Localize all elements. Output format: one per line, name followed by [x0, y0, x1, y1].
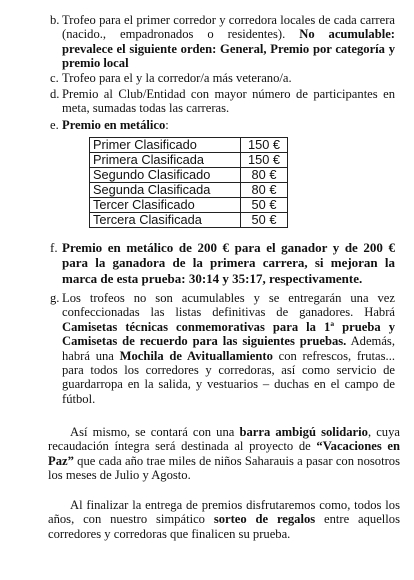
- item-b-text: Trofeo para el primer corredor y corredora locales de cada carrera (nacido., empadronados o residentes).: [62, 13, 395, 42]
- item-g-text-3: con refrescos, frutas... para todos los corredores y corredoras, así como servicio de guardarropa en la salida, y vestuarios – duchas en el campo de fútbol.: [62, 348, 395, 406]
- prize-row: [90, 168, 288, 183]
- item-d-text: Premio al Club/Entidad con mayor número de participantes en meta, sumadas todas las carreras.: [62, 87, 395, 116]
- item-label-f: f.: [50, 240, 58, 255]
- prize-name-cell: Tercera Clasificada: [90, 213, 241, 228]
- item-label-e: e.: [50, 118, 59, 132]
- item-g-bold-1: Camisetas técnicas conmemorativas para la 1ª prueba y Camisetas de recuerdo para las siguientes pruebas.: [62, 319, 395, 349]
- item-label-b: b.: [50, 13, 60, 27]
- p1-text-3: que cada año trae miles de niños Saharauis a pasar con nosotros los meses de Julio y Agosto.: [48, 453, 400, 483]
- prize-name-cell: Primer Clasificado: [90, 138, 241, 153]
- list-item-b: [50, 13, 395, 71]
- prize-amount-cell: 80 €: [241, 183, 288, 198]
- p2-text-2: entre aquellos corredores y corredoras que finalicen su prueba.: [48, 512, 401, 541]
- paragraph-sorteo: [48, 498, 400, 541]
- p1-text-2: , cuya recaudación íntegra será destinada al proyecto de: [48, 425, 400, 454]
- list-item-c: [50, 71, 395, 85]
- item-b-bold: No acumulable: prevalece el siguiente orden: General, Premio por categoría y premio local: [62, 27, 396, 71]
- paragraph-barra-solidario: [48, 425, 400, 483]
- item-e-bold: Premio en metálico: [62, 118, 166, 132]
- prize-name-cell: Segunda Clasificada: [90, 183, 241, 198]
- item-label-g: g.: [50, 291, 60, 305]
- p2-text-1: Al finalizar la entrega de premios disfrutaremos como, todos los años, con nuestro simpático: [48, 498, 400, 527]
- prize-name-cell: Tercer Clasificado: [90, 198, 241, 213]
- list-item-g: [50, 291, 395, 406]
- prize-row: [90, 153, 288, 168]
- item-g-text-1: Los trofeos no son acumulables y se entregarán una vez confeccionadas las listas definitivas de ganadores. Habrá: [62, 291, 395, 320]
- list-item-d: [50, 87, 395, 116]
- item-c-text: Trofeo para el y la corredor/a más veterano/a.: [62, 71, 292, 85]
- prize-amount-cell: 80 €: [241, 168, 288, 183]
- prize-row: [90, 183, 288, 198]
- list-item-e: [50, 118, 395, 132]
- item-e-colon: :: [165, 118, 169, 132]
- prize-amount-cell: 150 €: [241, 138, 288, 153]
- item-label-d: d.: [50, 87, 60, 101]
- prize-table: [89, 137, 288, 228]
- item-g-bold-2: Mochila de Avituallamiento: [119, 348, 273, 363]
- prize-amount-cell: 50 €: [241, 198, 288, 213]
- prize-row: [90, 138, 288, 153]
- item-f-bold: Premio en metálico de 200 € para el ganador y de 200 € para la ganadora de la primera carrera, si mejoran la marca de esta prueba: 30:14 y 35:17, respectivamente.: [62, 240, 395, 286]
- p1-bold-1: barra ambigú solidario: [239, 425, 368, 439]
- prize-name-cell: Segundo Clasificado: [90, 168, 241, 183]
- prize-amount-cell: 50 €: [241, 213, 288, 228]
- list-item-f: [50, 240, 395, 286]
- p1-text-1: Así mismo, se contará con una: [70, 425, 235, 439]
- p1-bold-2: “Vacaciones en Paz”: [48, 439, 400, 468]
- prize-row: [90, 198, 288, 213]
- prize-amount-cell: 150 €: [241, 153, 288, 168]
- p2-bold-1: sorteo de regalos: [213, 512, 316, 527]
- item-g-text-2: Además, habrá una: [62, 334, 395, 363]
- item-label-c: c.: [50, 71, 59, 85]
- prize-row: [90, 213, 288, 228]
- prize-name-cell: Primera Clasificada: [90, 153, 241, 168]
